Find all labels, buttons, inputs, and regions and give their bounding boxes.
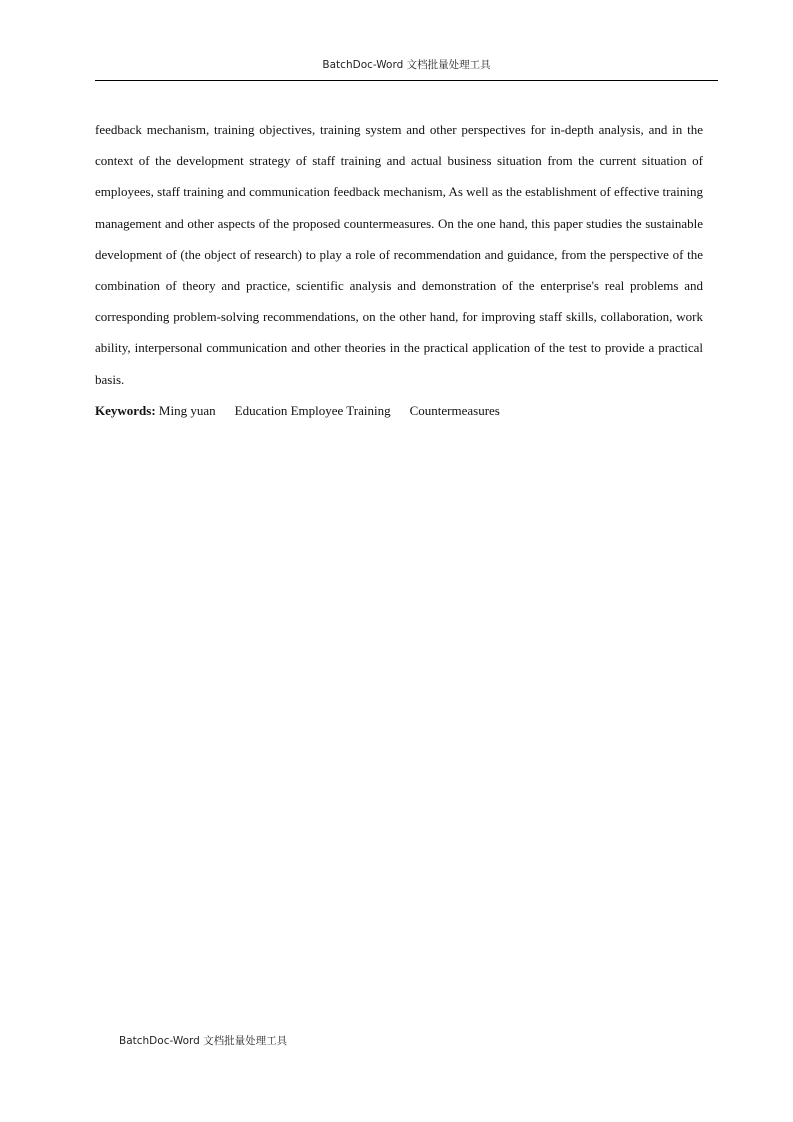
page-header: BatchDoc-Word 文档批量处理工具 [322, 59, 491, 71]
keywords-label: Keywords: [95, 403, 156, 418]
abstract-paragraph: feedback mechanism, training objectives, training system and other perspectives for in-depth analysis, and in the context of the development strategy of staff training and actual business situation from the current situation of employees, staff training and communication feedback mechanism, As well as the establishment of effective training management and other aspects of the proposed countermeasures. On the one hand, this paper studies the sustainable development of (the object of research) to play a role of recommendation and guidance, from the perspective of the combination of theory and practice, scientific analysis and demonstration of the enterprise's real problems and corresponding problem-solving recommendations, on the other hand, for improving staff skills, collaboration, work ability, interpersonal communication and other theories in the practical application of the test to provide a practical basis. [95, 122, 703, 387]
keyword-item: Education Employee Training [234, 403, 391, 418]
keyword-item: Ming yuan [158, 403, 216, 418]
keyword-item: Countermeasures [409, 403, 500, 418]
page-footer: BatchDoc-Word 文档批量处理工具 [119, 1035, 288, 1047]
header-divider [95, 80, 718, 81]
keywords-line [95, 395, 703, 426]
